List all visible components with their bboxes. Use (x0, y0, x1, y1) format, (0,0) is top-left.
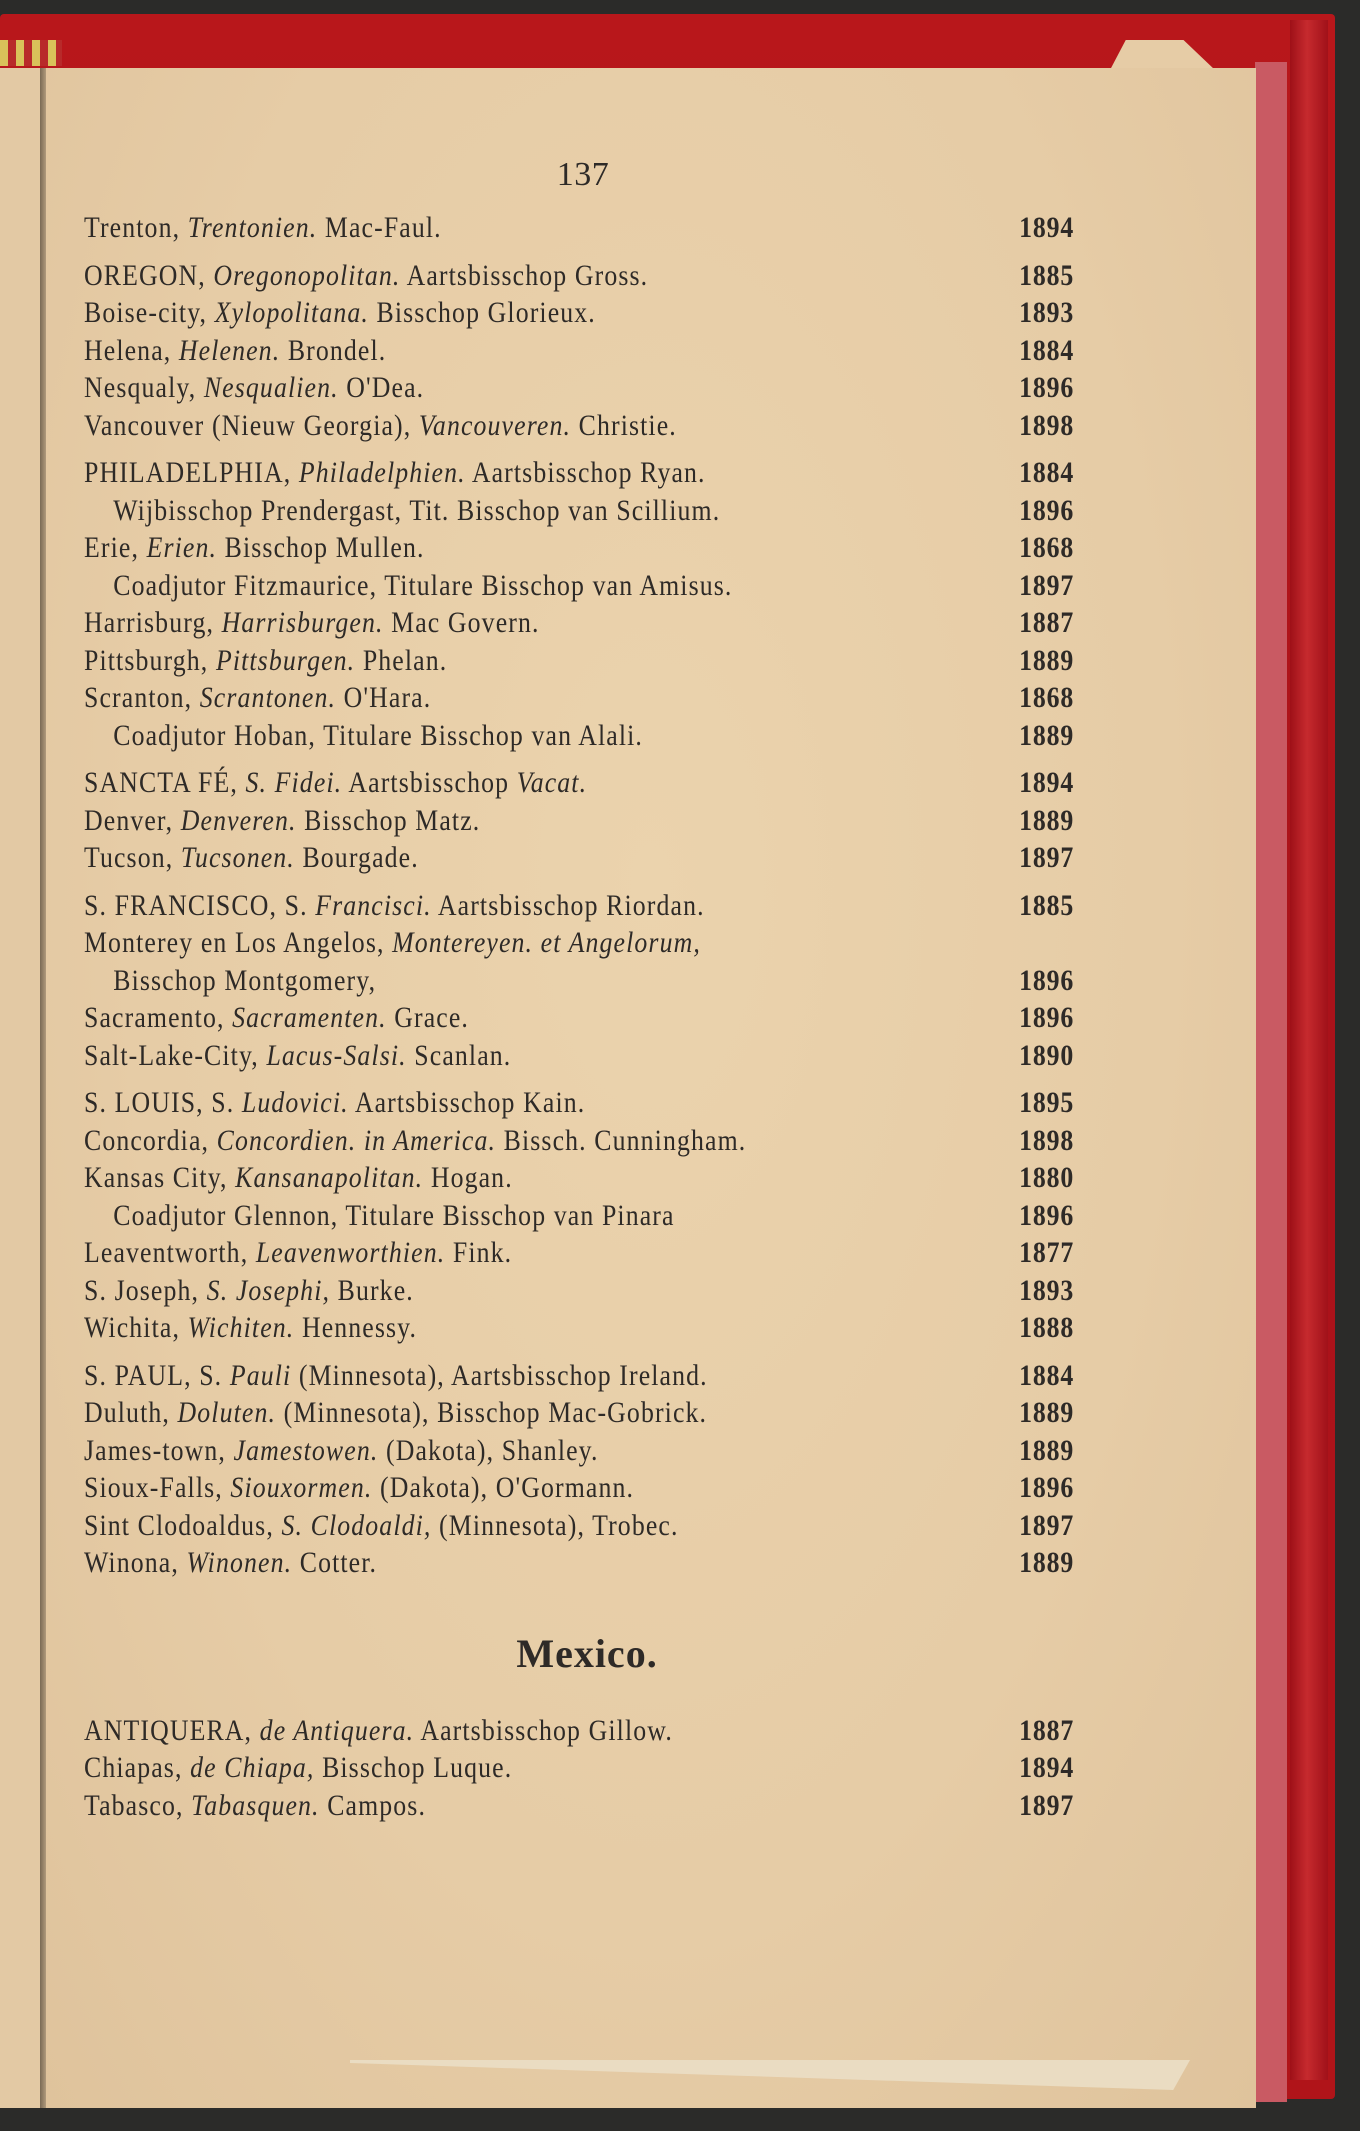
entry-text (84, 332, 386, 370)
entry-text-run: Wichita, (84, 1311, 188, 1344)
diocese-entry (84, 1357, 1074, 1395)
entry-text-run: Mac Govern. (383, 606, 540, 639)
entry-text-run: PHILADELPHIA, (84, 456, 299, 489)
latin-name: Lacus-Salsi. (266, 1038, 407, 1072)
entry-text-run: Sint Clodoaldus, (84, 1508, 282, 1542)
appointment-year: 1868 (1019, 681, 1075, 714)
latin-name: Scrantonen. (199, 681, 337, 714)
facing-page (0, 68, 40, 2108)
entry-text (84, 1469, 634, 1507)
appointment-year: 1894 (1019, 1751, 1075, 1784)
appointment-year: 1889 (1019, 1396, 1075, 1429)
entry-text (84, 764, 587, 802)
entry-text-run: Burke. (330, 1273, 414, 1307)
diocese-entry (84, 1197, 1074, 1235)
latin-name: S. Fidei. (245, 766, 343, 799)
latin-name: Helenen. (178, 333, 281, 367)
entry-text-run: Aartsbisschop Gross. (400, 258, 649, 292)
diocese-entry (84, 1122, 1074, 1160)
entry-text-run: Sioux-Falls, (84, 1471, 231, 1504)
entry-text-run: Bisschop Glorieux. (368, 296, 596, 329)
appointment-year: 1893 (1019, 296, 1075, 329)
diocese-list-mexico (84, 1712, 1074, 1825)
entry-text-run: S. LOUIS, S. (84, 1086, 242, 1119)
diocese-entry (84, 962, 1074, 1000)
latin-name: Leavenworthien. (255, 1236, 446, 1269)
latin-name: Xylopolitana. (214, 296, 369, 329)
latin-name: Kansanapolitan. (235, 1161, 424, 1194)
appointment-year: 1889 (1019, 1433, 1075, 1467)
entry-text-run: Bissch. Cunningham. (496, 1123, 747, 1157)
entry-text (84, 1712, 673, 1750)
latin-name: Montereyen. et Angelorum, (392, 926, 701, 959)
diocese-entry (84, 679, 1074, 717)
latin-name: Wichiten. (187, 1311, 295, 1344)
entry-text-run: Mac-Faul. (317, 211, 442, 244)
entry-text (84, 1159, 513, 1197)
diocese-entry (84, 1749, 1074, 1787)
appointment-year: 1896 (1019, 371, 1075, 404)
diocese-entry (84, 717, 1074, 755)
diocese-entry (84, 1037, 1074, 1075)
diocese-entry (84, 257, 1074, 295)
entry-text (84, 1507, 679, 1545)
entry-text (84, 1394, 707, 1432)
entry-text-run: Hennessy. (294, 1311, 418, 1344)
entry-text (84, 492, 720, 530)
latin-name: de Antiquera. (259, 1713, 415, 1747)
latin-name: Nesqualien. (203, 371, 339, 404)
diocese-entry (84, 764, 1074, 802)
appointment-year: 1890 (1019, 1038, 1075, 1072)
spine-headband (0, 40, 62, 66)
latin-name: Concordien. in America. (216, 1123, 497, 1157)
entry-text-run: James-town, (84, 1433, 234, 1467)
entry-text (84, 1084, 585, 1122)
entry-text (84, 1037, 511, 1075)
appointment-year: 1896 (1019, 493, 1075, 527)
diocese-entry (84, 529, 1074, 567)
entry-text-run: Boise-city, (84, 296, 215, 329)
diocese-entry (84, 999, 1074, 1037)
entry-text-run: Cotter. (292, 1546, 378, 1579)
entry-text (84, 567, 733, 605)
page-number: 137 (556, 156, 610, 193)
appointment-year: 1896 (1019, 1198, 1075, 1232)
latin-name: Sacramenten. (232, 1001, 387, 1034)
entry-text (84, 839, 419, 877)
entry-text-run: Sacramento, (84, 1001, 233, 1034)
diocese-list-us (84, 209, 1074, 1582)
diocese-entry (84, 209, 1074, 247)
entry-text (84, 294, 596, 332)
appointment-year: 1893 (1019, 1273, 1075, 1307)
entry-text (84, 679, 431, 717)
entry-text (84, 1122, 746, 1160)
appointment-year: 1894 (1019, 211, 1075, 244)
entry-text (84, 1432, 599, 1470)
latin-name: Jamestowen. (233, 1433, 379, 1467)
appointment-year: 1898 (1019, 408, 1075, 442)
entry-text (84, 642, 447, 680)
entry-text-run: Harrisburg, (84, 606, 222, 639)
endpaper-edge (1255, 62, 1287, 2102)
entry-text-run: Aartsbisschop Kain. (348, 1086, 586, 1119)
latin-name: Tabasquen. (191, 1788, 320, 1822)
diocese-entry (84, 294, 1074, 332)
entry-text (84, 209, 442, 247)
appointment-year: 1889 (1019, 803, 1075, 837)
entry-text (84, 999, 469, 1037)
entry-text-run: Christie. (571, 408, 677, 442)
latin-name: Trentonien. (187, 211, 318, 244)
diocese-entry (84, 1309, 1074, 1347)
entry-text-run: Hogan. (423, 1161, 513, 1194)
latin-name: Doluten. (177, 1396, 277, 1429)
diocese-entry (84, 802, 1074, 840)
diocese-entry (84, 1234, 1074, 1272)
entry-text-run: Chiapas, (84, 1751, 191, 1784)
entry-text (84, 1357, 708, 1395)
entry-text-run: Aartsbisschop Ryan. (465, 456, 706, 489)
entry-text-run: (Dakota), Shanley. (378, 1433, 599, 1467)
entry-text (84, 604, 540, 642)
appointment-year: 1896 (1019, 1001, 1075, 1034)
entry-text-run: Coadjutor Fitzmaurice, Titulare Bisschop van Amisus. (113, 568, 733, 602)
appointment-year: 1889 (1019, 643, 1075, 677)
latin-name: Ludovici. (241, 1086, 349, 1119)
appointment-year: 1889 (1019, 718, 1075, 752)
latin-name: Vancouveren. (418, 408, 572, 442)
entry-text-run: Denver, (84, 803, 181, 837)
entry-text-run: Brondel. (280, 333, 387, 367)
diocese-entry (84, 642, 1074, 680)
diocese-entry (84, 1544, 1074, 1582)
entry-text-run: Coadjutor Hoban, Titulare Bisschop van Alali. (113, 718, 643, 752)
latin-name: Vacat. (516, 766, 588, 799)
diocese-entry (84, 1469, 1074, 1507)
entry-text (84, 529, 425, 567)
diocese-entry (84, 1787, 1074, 1825)
latin-name: Francisci. (315, 888, 432, 922)
entry-text-run: Grace. (386, 1001, 469, 1034)
entry-text-run: SANCTA FÉ, (84, 766, 246, 799)
diocese-entry (84, 604, 1074, 642)
diocese-entry (84, 1159, 1074, 1197)
latin-name: Oregonopolitan. (213, 258, 401, 292)
entry-text-run: Concordia, (84, 1123, 217, 1157)
appointment-year: 1884 (1019, 456, 1075, 489)
entry-text-run: Phelan. (355, 643, 448, 677)
entry-text-run: (Minnesota), Trobec. (431, 1508, 679, 1542)
appointment-year: 1887 (1019, 606, 1075, 639)
entry-text (84, 1272, 414, 1310)
entry-text-run: Nesqualy, (84, 371, 204, 404)
appointment-year: 1887 (1019, 1713, 1075, 1747)
appointment-year: 1897 (1019, 568, 1075, 602)
diocese-entry (84, 492, 1074, 530)
entry-text-run: Leaventworth, (84, 1236, 256, 1269)
entry-text-run: Scranton, (84, 681, 200, 714)
appointment-year: 1877 (1019, 1236, 1075, 1269)
appointment-year: 1897 (1019, 1788, 1075, 1822)
latin-name: Tucsonen. (180, 841, 295, 874)
entry-text-run: Duluth, (84, 1396, 178, 1429)
diocese-entry (84, 454, 1074, 492)
entry-text-run: OREGON, (84, 258, 214, 292)
entry-text-run: Bisschop Montgomery, (113, 963, 377, 997)
entry-text (84, 407, 677, 445)
latin-name: Siouxormen. (230, 1471, 373, 1504)
appointment-year: 1885 (1019, 258, 1075, 292)
appointment-year: 1885 (1019, 888, 1075, 922)
entry-text-run: Bourgade. (294, 841, 419, 874)
cover-edge (1290, 20, 1328, 2080)
diocese-entry (84, 369, 1074, 407)
entry-text-run: Monterey en Los Angelos, (84, 926, 393, 959)
entry-text-run: Winona, (84, 1546, 187, 1579)
diocese-entry (84, 1084, 1074, 1122)
appointment-year: 1880 (1019, 1161, 1075, 1194)
diocese-entry (84, 839, 1074, 877)
entry-text (84, 924, 701, 962)
appointment-year: 1896 (1019, 963, 1075, 997)
entry-text-run: Pittsburgh, (84, 643, 216, 677)
appointment-year: 1868 (1019, 531, 1075, 564)
entry-text-run: (Dakota), O'Gormann. (372, 1471, 635, 1504)
entry-text (84, 717, 643, 755)
diocese-entry (84, 1507, 1074, 1545)
entry-text (84, 369, 424, 407)
diocese-entry (84, 924, 1074, 962)
entry-text-run: S. FRANCISCO, S. (84, 888, 316, 922)
entry-text-run: (Minnesota), Aartsbisschop Ireland. (291, 1358, 708, 1392)
entry-text-run: O'Hara. (336, 681, 432, 714)
latin-name: de Chiapa, (190, 1751, 315, 1784)
entry-text (84, 1197, 675, 1235)
latin-name: S. Josephi, (206, 1273, 331, 1307)
diocese-entry (84, 407, 1074, 445)
appointment-year: 1889 (1019, 1546, 1075, 1579)
entry-text-run: Aartsbisschop Gillow. (414, 1713, 673, 1747)
appointment-year: 1895 (1019, 1086, 1075, 1119)
diocese-entry (84, 1394, 1074, 1432)
entry-text (84, 1749, 512, 1787)
latin-name: S. Clodoaldi, (281, 1508, 432, 1542)
entry-text-run: Wijbisschop Prendergast, Tit. Bisschop van Scillium. (113, 493, 721, 527)
entry-text-run: Erie, (84, 531, 147, 564)
entry-text-run: Aartsbisschop Riordan. (431, 888, 705, 922)
appointment-year: 1897 (1019, 1508, 1075, 1542)
appointment-year: 1897 (1019, 841, 1075, 874)
appointment-year: 1888 (1019, 1311, 1075, 1344)
appointment-year: 1894 (1019, 766, 1075, 799)
diocese-entry (84, 1272, 1074, 1310)
entry-text (84, 257, 648, 295)
appointment-year: 1898 (1019, 1123, 1075, 1157)
entry-text-run: Coadjutor Glennon, Titulare Bisschop van Pinara (113, 1198, 675, 1232)
diocese-entry (84, 332, 1074, 370)
entry-text (84, 1787, 426, 1825)
entry-text-run: S. PAUL, S. (84, 1358, 230, 1392)
entry-text (84, 887, 705, 925)
page-content (84, 155, 1074, 1824)
latin-name: Winonen. (186, 1546, 293, 1579)
entry-text-run: (Minnesota), Bisschop Mac-Gobrick. (276, 1396, 708, 1429)
entry-text-run: Tucson, (84, 841, 181, 874)
entry-text-run: Trenton, (84, 211, 188, 244)
section-heading-mexico: Mexico. (516, 1630, 658, 1676)
entry-text (84, 1309, 417, 1347)
latin-name: Pauli (229, 1358, 292, 1392)
diocese-entry (84, 1712, 1074, 1750)
entry-text-run: Tabasco, (84, 1788, 192, 1822)
entry-text-run: Bisschop Matz. (296, 803, 481, 837)
entry-text-run: O'Dea. (338, 371, 425, 404)
appointment-year: 1884 (1019, 333, 1075, 367)
entry-text-run: Kansas City, (84, 1161, 236, 1194)
entry-text-run: Campos. (319, 1788, 427, 1822)
diocese-entry (84, 1432, 1074, 1470)
entry-text-run: Fink. (445, 1236, 513, 1269)
entry-text-run: S. Joseph, (84, 1273, 207, 1307)
appointment-year: 1884 (1019, 1358, 1075, 1392)
entry-text (84, 802, 480, 840)
latin-name: Philadelphien. (298, 456, 466, 489)
latin-name: Erien. (146, 531, 218, 564)
diocese-entry (84, 567, 1074, 605)
entry-text-run: ANTIQUERA, (84, 1713, 260, 1747)
appointment-year: 1896 (1019, 1471, 1075, 1504)
entry-text (84, 454, 706, 492)
entry-text-run: Salt-Lake-City, (84, 1038, 267, 1072)
entry-text-run: Aartsbisschop (342, 766, 517, 799)
entry-text (84, 1544, 377, 1582)
entry-text-run: Vancouver (Nieuw Georgia), (84, 408, 419, 442)
entry-text (84, 962, 376, 1000)
latin-name: Pittsburgen. (215, 643, 356, 677)
entry-text-run: Bisschop Luque. (314, 1751, 513, 1784)
diocese-entry (84, 887, 1074, 925)
page-gutter (40, 68, 46, 2108)
entry-text-run: Scanlan. (406, 1038, 512, 1072)
entry-text-run: Helena, (84, 333, 179, 367)
entry-text-run: Bisschop Mullen. (217, 531, 425, 564)
entry-text (84, 1234, 512, 1272)
latin-name: Denveren. (180, 803, 297, 837)
latin-name: Harrisburgen. (221, 606, 384, 639)
